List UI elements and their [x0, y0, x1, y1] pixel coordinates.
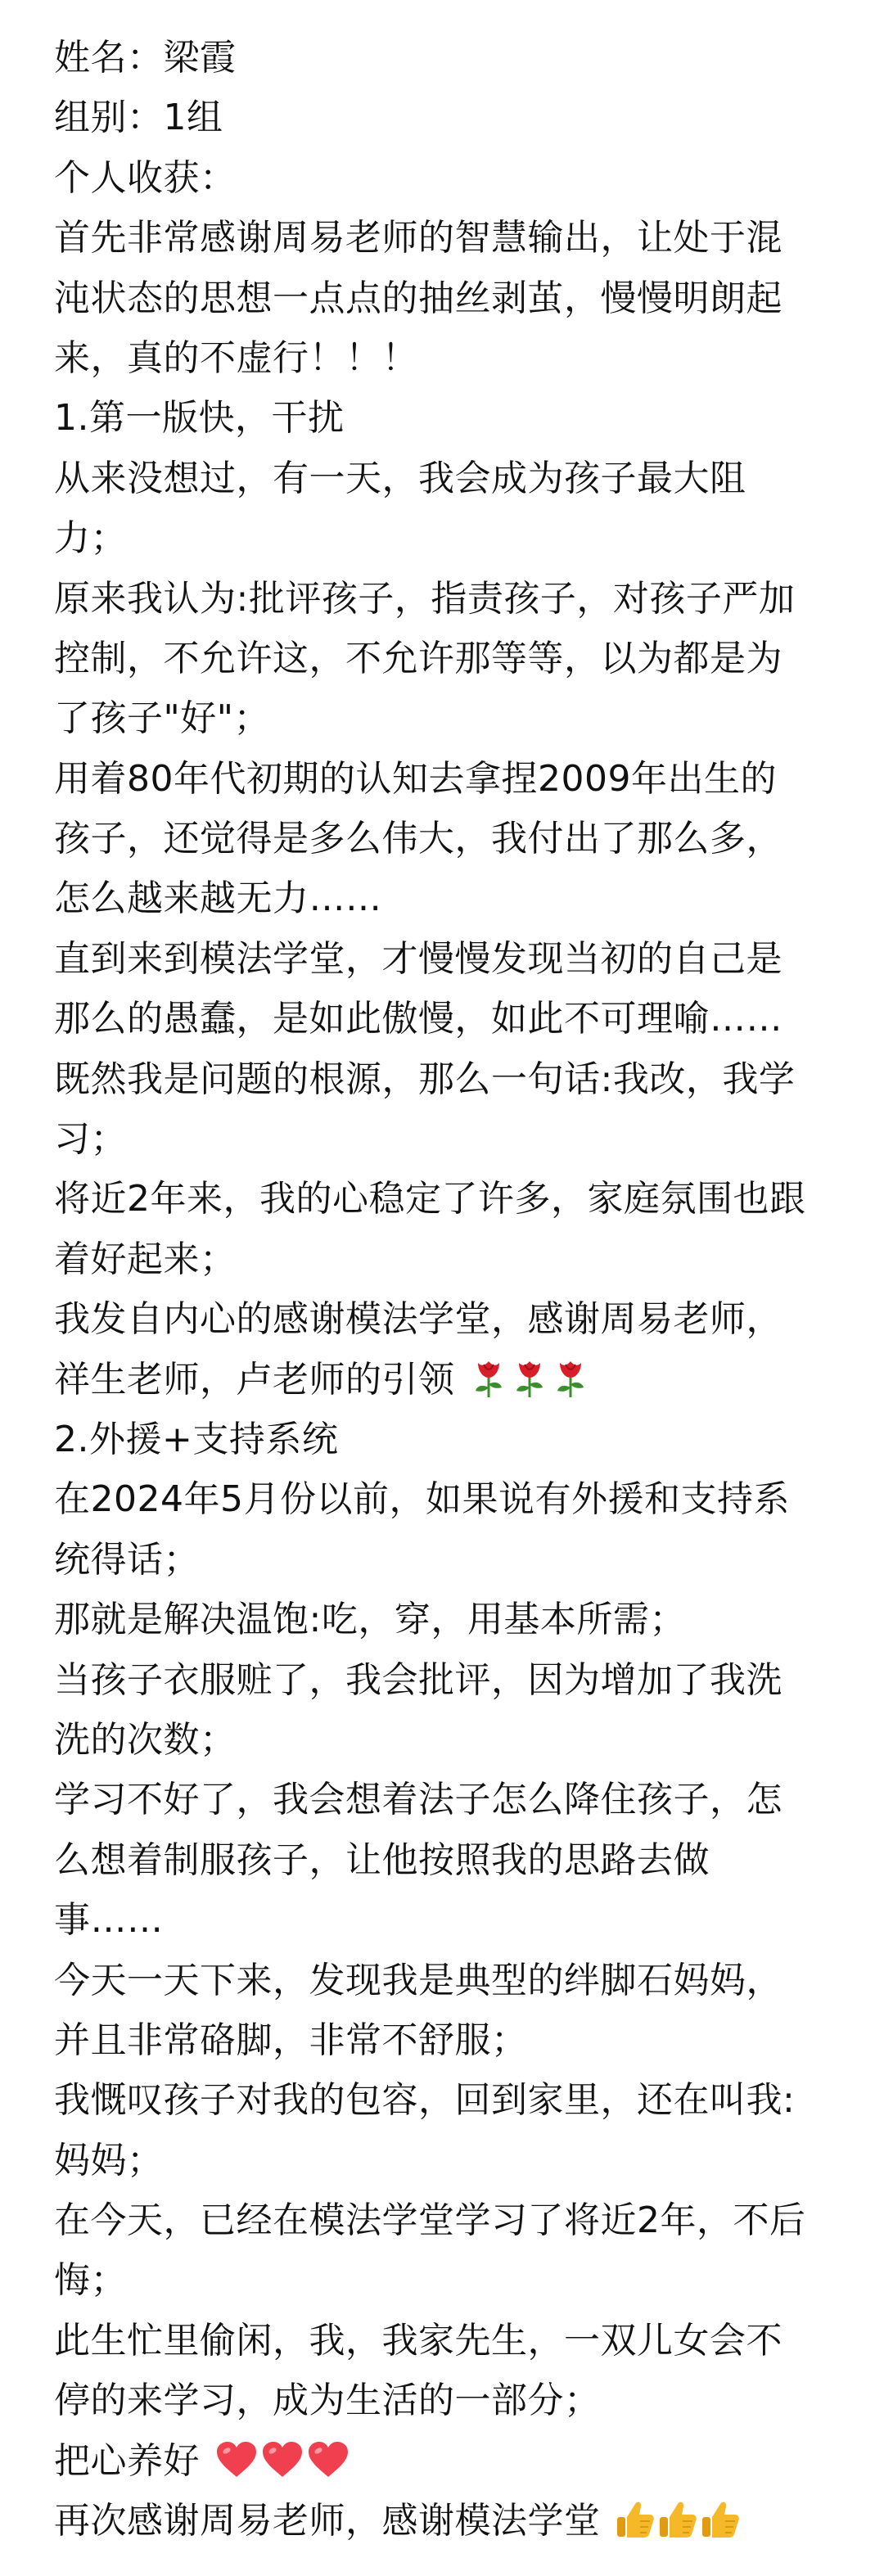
- text-line: 沌状态的思想一点点的抽丝剥茧，慢慢明朗起: [54, 277, 783, 319]
- rose-icon: [552, 1358, 589, 1399]
- red-heart-icon: [261, 2441, 304, 2479]
- text-line: 妈妈；: [54, 2139, 164, 2181]
- text-line: 那就是解决温饱:吃，穿，用基本所需；: [54, 1599, 686, 1641]
- text-line: 当孩子衣服赃了，我会批评，因为增加了我洗: [54, 1658, 783, 1701]
- text-line: 习；: [54, 1118, 127, 1161]
- text-line: 在今天，已经在模法学堂学习了将近2年，不后: [54, 2199, 806, 2242]
- text-line: 着好起来；: [54, 1238, 237, 1280]
- text-line: 直到来到模法学堂，才慢慢发现当初的自己是: [54, 937, 783, 980]
- text-line: 组别：1组: [54, 97, 223, 139]
- red-heart-icon: [215, 2441, 258, 2479]
- red-heart-icon: [307, 2441, 350, 2479]
- text-line: 停的来学习，成为生活的一部分；: [54, 2380, 601, 2422]
- text-line: 我慨叹孩子对我的包容，回到家里，还在叫我:: [54, 2079, 796, 2122]
- text-line: 控制，不允许这，不允许那等等，以为都是为: [54, 637, 783, 679]
- text-line: 首先非常感谢周易老师的智慧输出，让处于混: [54, 217, 783, 259]
- text-line: 既然我是问题的根源，那么一句话:我改，我学: [54, 1058, 796, 1100]
- text-span: 把心养好: [54, 2439, 200, 2482]
- text-line: 学习不好了，我会想着法子怎么降住孩子，怎: [54, 1779, 783, 1821]
- rose-icon: [511, 1358, 548, 1399]
- text-span: 祥生老师，卢老师的引领: [54, 1358, 455, 1401]
- section-heading: 1.第一版快，干扰: [54, 397, 345, 440]
- document-body: [54, 28, 840, 2551]
- text-line: 那么的愚蠢，是如此傲慢，如此不可理喻……: [54, 998, 783, 1040]
- text-line: 从来没想过，有一天，我会成为孩子最大阻: [54, 457, 746, 499]
- text-line: 来，真的不虚行！！！: [54, 336, 418, 379]
- text-line-with-thumbs: [54, 2491, 840, 2551]
- thumbs-up-icon: [701, 2499, 740, 2540]
- text-line: 孩子，还觉得是多么伟大，我付出了那么多，: [54, 818, 783, 860]
- thumbs-up-icon: [616, 2499, 655, 2540]
- text-line: 今天一天下来，发现我是典型的绊脚石妈妈，: [54, 1959, 783, 2001]
- text-span: 再次感谢周易老师，感谢模法学堂: [54, 2500, 601, 2542]
- text-line: 将近2年来，我的心稳定了许多，家庭氛围也跟: [54, 1178, 806, 1220]
- text-line: 姓名：梁霞: [54, 37, 237, 79]
- text-line: 此生忙里偷闲，我，我家先生，一双儿女会不: [54, 2319, 783, 2362]
- text-line: 统得话；: [54, 1538, 200, 1581]
- text-line: 用着80年代初期的认知去拿捏2009年出生的: [54, 757, 777, 800]
- text-line: 悔；: [54, 2259, 127, 2302]
- text-line: 原来我认为:批评孩子，指责孩子，对孩子严加: [54, 577, 796, 620]
- text-line-with-roses: [54, 1350, 840, 1410]
- rose-icon: [470, 1358, 507, 1399]
- text-line: 怎么越来越无力……: [54, 877, 382, 920]
- section-heading: 2.外援+支持系统: [54, 1418, 339, 1460]
- text-line: 事……: [54, 1899, 164, 1942]
- text-line: 力；: [54, 517, 127, 560]
- text-line: 我发自内心的感谢模法学堂，感谢周易老师，: [54, 1298, 783, 1341]
- text-line: 在2024年5月份以前，如果说有外援和支持系: [54, 1478, 790, 1521]
- thumbs-up-icon: [658, 2499, 697, 2540]
- text-line: 洗的次数；: [54, 1718, 237, 1761]
- text-line: 并且非常硌脚，非常不舒服；: [54, 2019, 528, 2061]
- text-line: 么想着制服孩子，让他按照我的思路去做: [54, 1838, 710, 1881]
- text-line: 个人收获：: [54, 156, 237, 199]
- text-line-with-hearts: [54, 2431, 840, 2491]
- text-line: 了孩子"好"；: [54, 697, 270, 740]
